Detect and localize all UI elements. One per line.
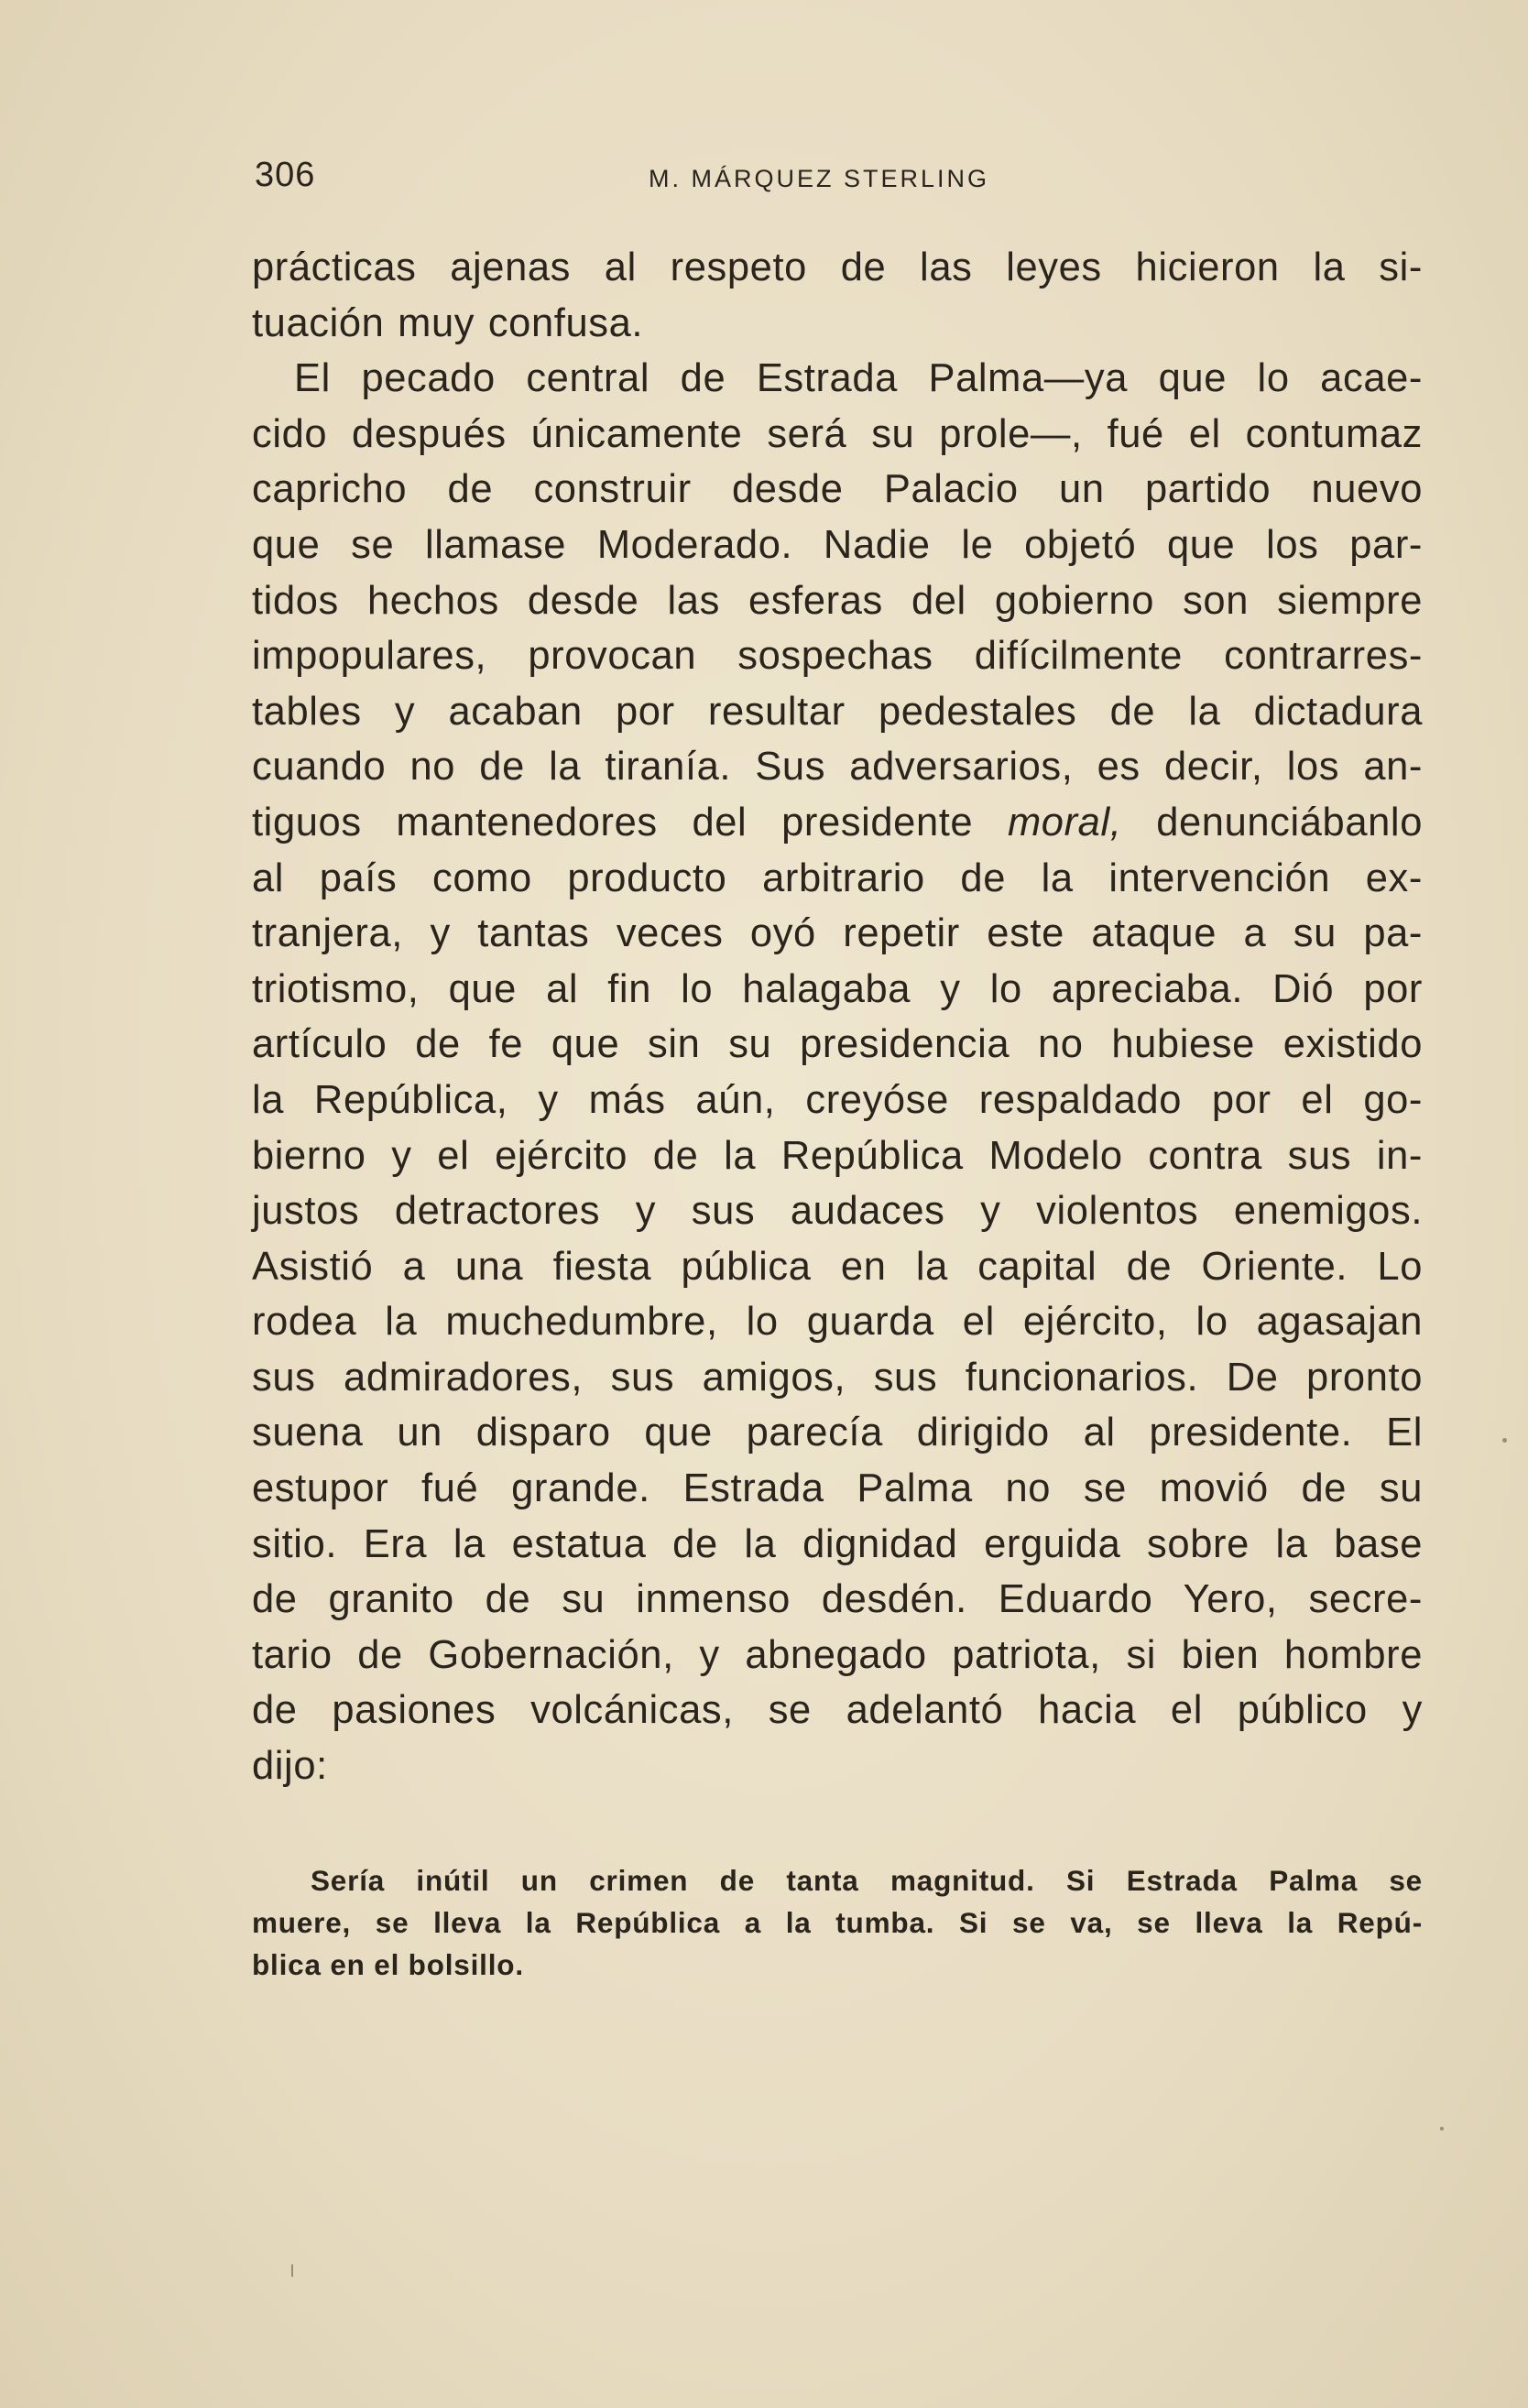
text-line: de pasiones volcánicas, se adelantó hacia el público y [252, 1688, 1423, 1733]
text-line: dijo: [252, 1744, 328, 1789]
text-line: cuando no de la tiranía. Sus adversarios, es decir, los an- [252, 745, 1423, 790]
text-line: tario de Gobernación, y abnegado patriota, si bien hombre [252, 1632, 1423, 1677]
text-line: tuación muy confusa. [252, 300, 644, 345]
text-line: justos detractores y sus audaces y violentos enemigos. [252, 1189, 1423, 1234]
body-text [252, 240, 1423, 1794]
running-head: M. MÁRQUEZ STERLING [649, 165, 990, 192]
text-line: la República, y más aún, creyóse respaldado por el go- [252, 1077, 1423, 1122]
text-line: suena un disparo que parecía dirigido al presidente. El [252, 1411, 1423, 1455]
quote-line: muere, se lleva la República a la tumba. Si se va, se lleva la Repú- [252, 1906, 1423, 1939]
paper-speck [291, 2264, 293, 2277]
block-quote [252, 1859, 1423, 1986]
quote-line: blica en el bolsillo. [252, 1948, 524, 1981]
text-line: que se llamase Moderado. Nadie le objetó que los par- [252, 522, 1423, 567]
paper-speck [1440, 2127, 1444, 2130]
italic-word: moral, [1007, 800, 1122, 844]
text-line: tranjera, y tantas veces oyó repetir este ataque a su pa- [252, 911, 1423, 956]
text-line-with-italic [252, 795, 1423, 851]
text-segment: tiguos mantenedores del presidente [252, 800, 974, 844]
text-line: estupor fué grande. Estrada Palma no se movió de su [252, 1466, 1423, 1511]
text-line: El pecado central de Estrada Palma—ya que lo acae- [294, 356, 1423, 401]
text-line: sitio. Era la estatua de la dignidad erguida sobre la base [252, 1521, 1423, 1566]
text-line: rodea la muchedumbre, lo guarda el ejército, lo agasajan [252, 1300, 1423, 1345]
quote-line: Sería inútil un crimen de tanta magnitud. Si Estrada Palma se [311, 1864, 1423, 1897]
text-line: Asistió a una fiesta pública en la capital de Oriente. Lo [252, 1244, 1423, 1289]
text-line: tidos hechos desde las esferas del gobierno son siempre [252, 578, 1423, 623]
text-line: bierno y el ejército de la República Modelo contra sus in- [252, 1133, 1423, 1178]
page-header [255, 156, 1299, 202]
page-number: 306 [255, 156, 316, 194]
text-line: impopulares, provocan sospechas difícilmente contrarres- [252, 634, 1423, 679]
text-line: cido después únicamente será su prole—, fué el contumaz [252, 411, 1423, 456]
text-line: capricho de construir desde Palacio un partido nuevo [252, 467, 1423, 512]
text-line: al país como producto arbitrario de la intervención ex- [252, 855, 1423, 900]
text-line: artículo de fe que sin su presidencia no hubiese existido [252, 1022, 1423, 1067]
text-line: tables y acaban por resultar pedestales de la dictadura [252, 689, 1423, 734]
text-segment: denunciábanlo [1156, 800, 1423, 844]
paper-speck [1502, 1438, 1507, 1443]
text-line: prácticas ajenas al respeto de las leyes hicieron la si- [252, 245, 1423, 289]
text-line: triotismo, que al fin lo halagaba y lo apreciaba. Dió por [252, 966, 1423, 1011]
text-line: de granito de su inmenso desdén. Eduardo Yero, secre- [252, 1577, 1423, 1622]
text-line: sus admiradores, sus amigos, sus funcionarios. De pronto [252, 1355, 1423, 1400]
